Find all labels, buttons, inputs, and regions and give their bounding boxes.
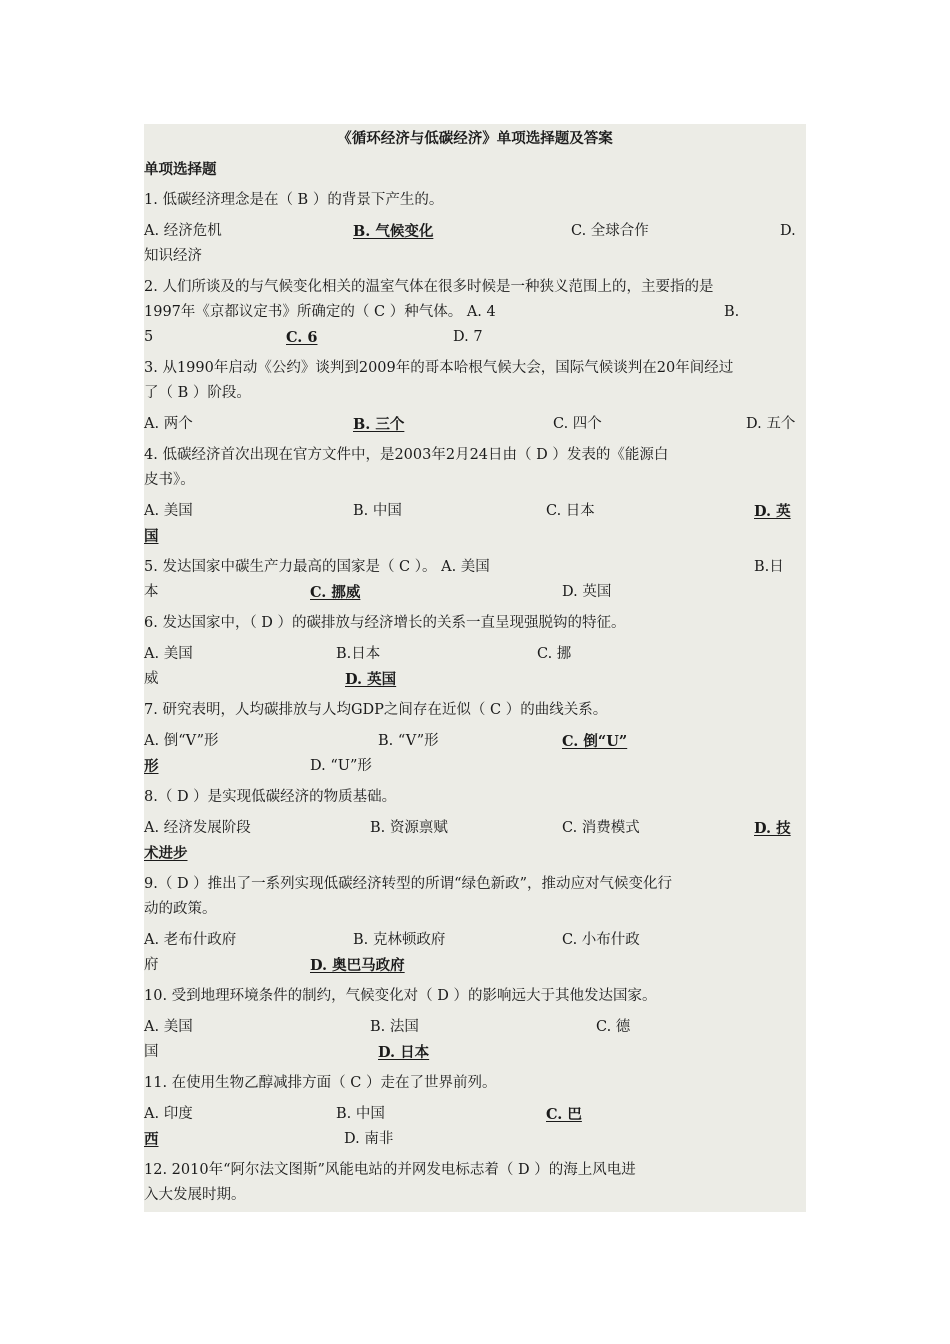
question-10-line-3 bbox=[144, 1040, 806, 1065]
option-b: B.日 bbox=[754, 559, 784, 575]
question-5-stem: 5. 发达国家中碳生产力最高的国家是（ C ）。 A. 美国 bbox=[144, 559, 490, 575]
option-b: B. 克林顿政府 bbox=[353, 932, 446, 948]
option-c: C. 挪 bbox=[537, 646, 572, 662]
question-5-line-1 bbox=[144, 555, 806, 580]
question-1-options bbox=[144, 219, 806, 244]
question-2-stem-end: 1997年《京都议定书》所确定的（ C ）种气体。 A. 4 bbox=[144, 304, 496, 320]
option-b-tail: 本 bbox=[144, 584, 159, 600]
option-c-answer: C. 巴 bbox=[546, 1106, 582, 1123]
option-b-value: 5 bbox=[144, 329, 154, 345]
option-c-answer: C. 倒“U” bbox=[562, 733, 628, 750]
option-c-answer: C. 6 bbox=[286, 329, 318, 346]
question-5-line-2 bbox=[144, 580, 806, 605]
option-a: A. 倒“V”形 bbox=[144, 733, 219, 749]
question-10-options bbox=[144, 1015, 806, 1040]
question-2-line-1: 2. 人们所谈及的与气候变化相关的温室气体在很多时候是一种狭义范围上的，主要指的是 bbox=[144, 279, 714, 295]
question-6-stem: 6. 发达国家中，（ D ）的碳排放与经济增长的关系一直呈现强脱钩的特征。 bbox=[144, 615, 626, 631]
option-d: D. 英国 bbox=[562, 584, 612, 600]
option-c: C. 四个 bbox=[553, 416, 602, 432]
question-4-option-d-text bbox=[144, 524, 806, 549]
option-a: A. 美国 bbox=[144, 1019, 193, 1035]
option-c-tail: 威 bbox=[144, 671, 159, 687]
question-4-options bbox=[144, 499, 806, 524]
option-d-answer-tail: 术进步 bbox=[144, 845, 188, 862]
question-3-options bbox=[144, 412, 806, 437]
option-b: B. “V”形 bbox=[378, 733, 439, 749]
option-c-answer-tail: 西 bbox=[144, 1131, 159, 1148]
option-b: B. 法国 bbox=[370, 1019, 419, 1035]
option-d-answer: D. 日本 bbox=[378, 1044, 430, 1061]
option-a: A. 美国 bbox=[144, 646, 193, 662]
option-d: D. 7 bbox=[453, 329, 483, 345]
question-10-stem: 10. 受到地理环境条件的制约，气候变化对（ D ）的影响远大于其他发达国家。 bbox=[144, 988, 657, 1004]
option-a: A. 老布什政府 bbox=[144, 932, 237, 948]
option-a: A. 印度 bbox=[144, 1106, 193, 1122]
question-3-line-2: 了（ B ）阶段。 bbox=[144, 385, 251, 401]
document-page bbox=[144, 124, 806, 1212]
question-8-stem: 8.（ D ）是实现低碳经济的物质基础。 bbox=[144, 789, 397, 805]
question-7-stem: 7. 研究表明，人均碳排放与人均GDP之间存在近似（ C ）的曲线关系。 bbox=[144, 702, 608, 718]
option-d: D. “U”形 bbox=[310, 758, 372, 774]
option-b: B. 资源禀赋 bbox=[370, 820, 448, 836]
option-c-tail: 国 bbox=[144, 1044, 159, 1060]
option-b: B. bbox=[724, 304, 740, 320]
question-2-line-3 bbox=[144, 325, 806, 350]
option-d: D. 南非 bbox=[344, 1131, 394, 1147]
question-9-line-4 bbox=[144, 953, 806, 978]
option-b-answer: B. 三个 bbox=[353, 416, 405, 433]
question-12-line-1: 12. 2010年“阿尔法文图斯”风能电站的并网发电标志着（ D ）的海上风电进 bbox=[144, 1162, 636, 1178]
option-b: B.日本 bbox=[336, 646, 381, 662]
option-a: A. 经济发展阶段 bbox=[144, 820, 251, 836]
question-6-options bbox=[144, 642, 806, 667]
question-6-line-3 bbox=[144, 667, 806, 692]
option-a: A. 两个 bbox=[144, 416, 193, 432]
question-7-line-3 bbox=[144, 754, 806, 779]
question-3-line-1: 3. 从1990年启动《公约》谈判到2009年的哥本哈根气候大会，国际气候谈判在20年间经过 bbox=[144, 360, 734, 376]
question-4-line-2: 皮书》。 bbox=[144, 472, 195, 488]
document-title: 《循环经济与低碳经济》单项选择题及答案 bbox=[337, 130, 613, 147]
option-b-answer: B. 气候变化 bbox=[353, 223, 434, 240]
question-8-option-d-text bbox=[144, 841, 806, 866]
option-d-answer: D. 技 bbox=[754, 820, 791, 837]
question-9-line-2: 动的政策。 bbox=[144, 901, 217, 917]
option-d-answer: D. 英 bbox=[754, 503, 791, 520]
option-c: C. 小布什政 bbox=[562, 932, 640, 948]
option-c-answer-tail: 形 bbox=[144, 758, 159, 775]
option-c-tail: 府 bbox=[144, 957, 159, 973]
option-d: D. bbox=[780, 223, 796, 239]
option-d-answer: D. 英国 bbox=[345, 671, 397, 688]
option-b: B. 中国 bbox=[353, 503, 402, 519]
option-d-answer: D. 奥巴马政府 bbox=[310, 957, 405, 974]
option-b: B. 中国 bbox=[336, 1106, 385, 1122]
question-12-line-2: 入大发展时期。 bbox=[144, 1187, 246, 1203]
option-c: C. 德 bbox=[596, 1019, 631, 1035]
option-c-answer: C. 挪威 bbox=[310, 584, 361, 601]
question-11-line-3 bbox=[144, 1127, 806, 1152]
option-c: C. 日本 bbox=[546, 503, 595, 519]
question-1-stem: 1. 低碳经济理念是在（ B ）的背景下产生的。 bbox=[144, 192, 444, 208]
option-a: A. 美国 bbox=[144, 503, 193, 519]
question-2-line-2 bbox=[144, 300, 806, 325]
section-heading: 单项选择题 bbox=[144, 161, 217, 178]
question-4-line-1: 4. 低碳经济首次出现在官方文件中，是2003年2月24日由（ D ）发表的《能源白 bbox=[144, 447, 669, 463]
question-8-options bbox=[144, 816, 806, 841]
option-d: D. 五个 bbox=[746, 416, 796, 432]
option-c: C. 消费模式 bbox=[562, 820, 640, 836]
option-d-answer-tail: 国 bbox=[144, 528, 159, 545]
option-a: A. 经济危机 bbox=[144, 223, 222, 239]
question-7-options bbox=[144, 729, 806, 754]
question-1-option-d-text: 知识经济 bbox=[144, 248, 202, 264]
question-11-stem: 11. 在使用生物乙醇减排方面（ C ）走在了世界前列。 bbox=[144, 1075, 497, 1091]
question-9-line-1: 9.（ D ）推出了一系列实现低碳经济转型的所谓“绿色新政”，推动应对气候变化行 bbox=[144, 876, 673, 892]
question-11-options bbox=[144, 1102, 806, 1127]
option-c: C. 全球合作 bbox=[571, 223, 649, 239]
question-9-options bbox=[144, 928, 806, 953]
